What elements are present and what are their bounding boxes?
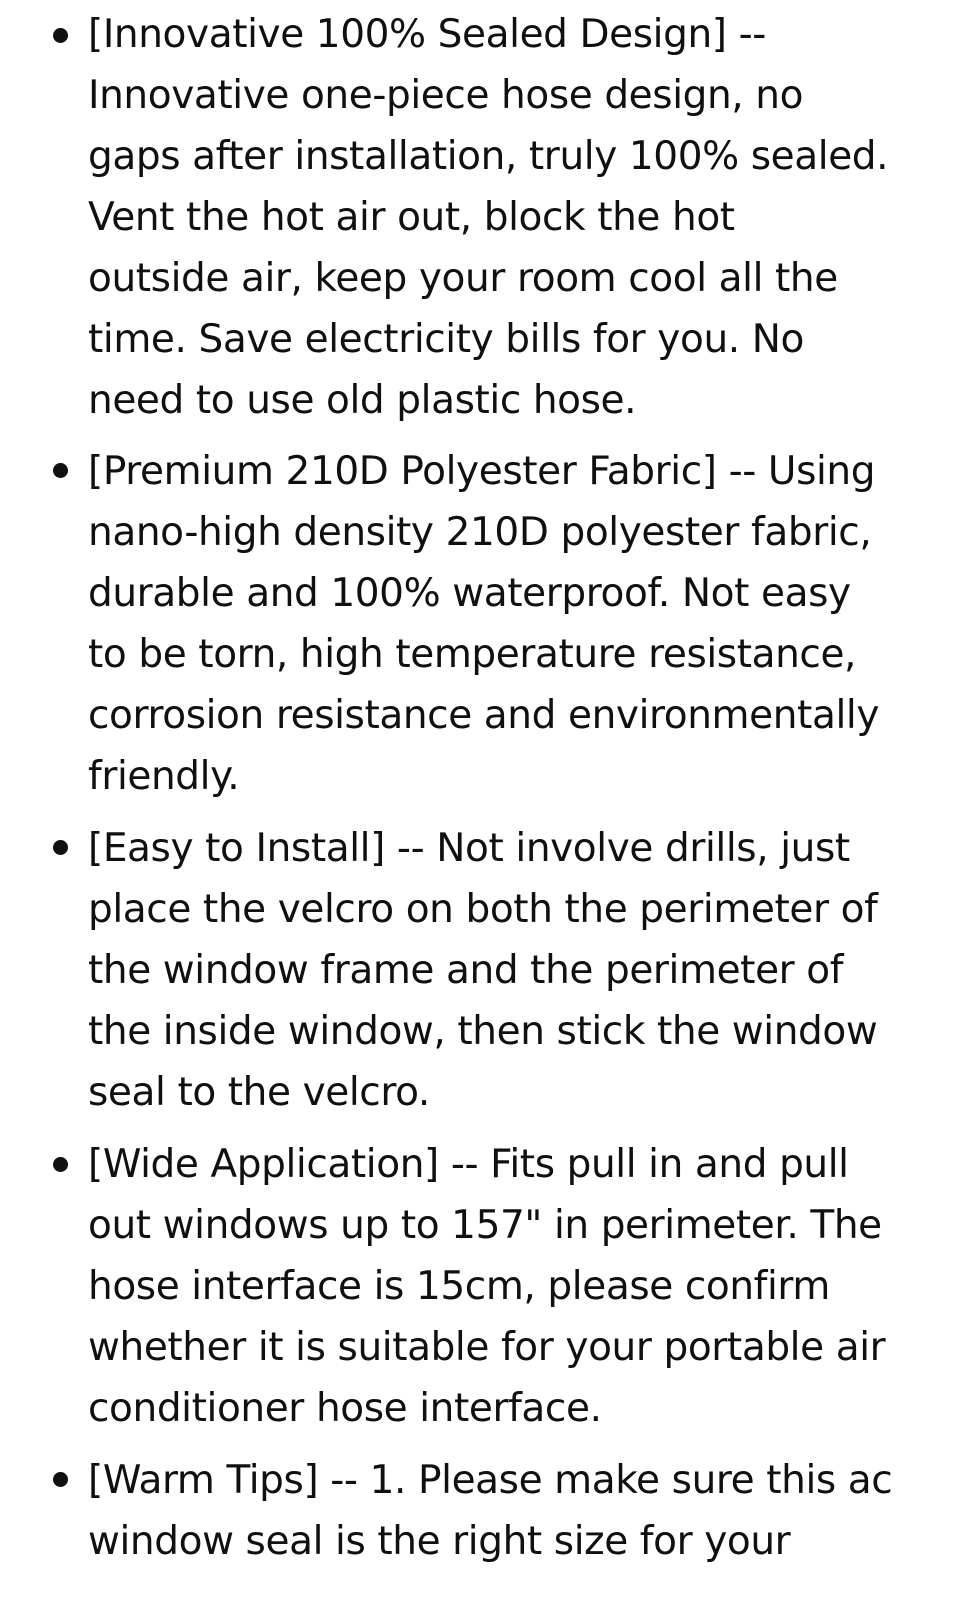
bullet-text [88,4,888,431]
text-line: conditioner hose interface. [88,1386,602,1431]
text-line: [Innovative 100% Sealed Design] -- [88,12,766,57]
bullet-text [88,1134,885,1439]
text-line: durable and 100% waterproof. Not easy [88,571,851,616]
text-line: Vent the hot air out, block the hot [88,195,735,240]
text-line: friendly. [88,754,240,799]
text-line: [Easy to Install] -- Not involve drills, just [88,826,850,871]
text-line: [Warm Tips] -- 1. Please make sure this ac [88,1458,893,1503]
bullet-dot-icon [53,1157,68,1172]
text-line: [Wide Application] -- Fits pull in and pull [88,1142,849,1187]
text-line: to be torn, high temperature resistance, [88,632,857,677]
text-line: Innovative one-piece hose design, no [88,73,804,118]
text-line: window seal is the right size for your [88,1519,791,1564]
text-line: [Premium 210D Polyester Fabric] -- Using [88,449,876,494]
text-line: hose interface is 15cm, please confirm [88,1264,830,1309]
bullet-text [88,818,877,1123]
text-line: out windows up to 157" in perimeter. The [88,1203,882,1248]
bullet-dot-icon [53,463,68,478]
text-line: place the velcro on both the perimeter of [88,887,878,932]
text-line: the window frame and the perimeter of [88,948,844,993]
text-line: nano-high density 210D polyester fabric, [88,510,872,555]
bullet-text [88,1450,892,1572]
bullet-dot-icon [53,28,68,43]
text-line: time. Save electricity bills for you. No [88,317,804,362]
text-line: the inside window, then stick the window [88,1009,878,1054]
text-line: need to use old plastic hose. [88,378,637,423]
text-line: gaps after installation, truly 100% sealed. [88,134,889,179]
bullet-dot-icon [53,1472,68,1487]
bullet-dot-icon [53,840,68,855]
text-line: seal to the velcro. [88,1070,430,1115]
text-line: whether it is suitable for your portable air [88,1325,886,1370]
bullet-text [88,441,879,807]
text-line: outside air, keep your room cool all the [88,256,838,301]
text-line: corrosion resistance and environmentally [88,693,880,738]
